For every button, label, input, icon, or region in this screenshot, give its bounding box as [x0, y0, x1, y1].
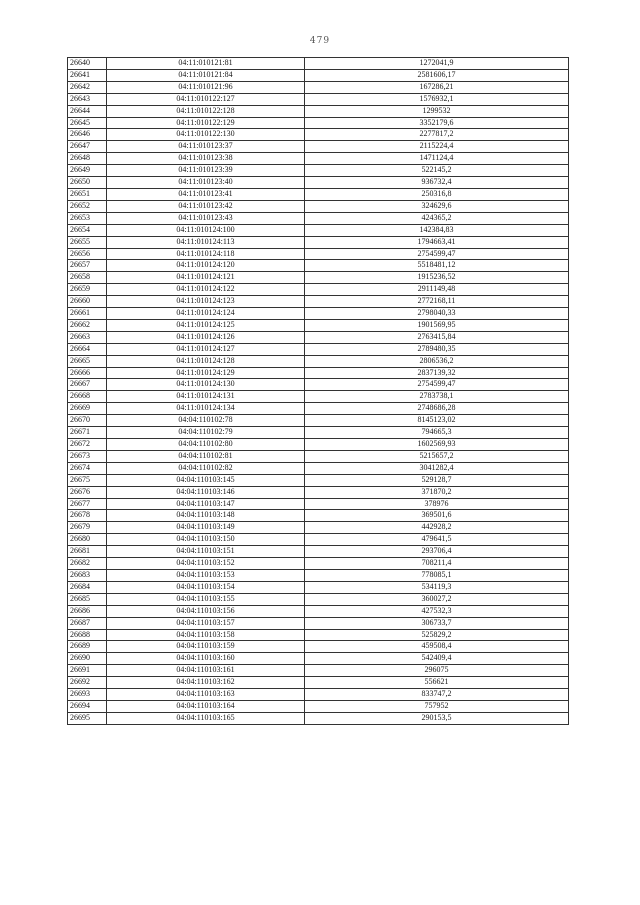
value-cell: 2754599,47 [305, 379, 569, 391]
value-cell: 1471124,4 [305, 153, 569, 165]
value-cell: 2754599,47 [305, 248, 569, 260]
value-cell: 290153,5 [305, 712, 569, 724]
row-number-cell: 26685 [68, 593, 107, 605]
row-number-cell: 26661 [68, 308, 107, 320]
table-row [68, 569, 569, 581]
cadastral-number-cell: 04:04:110102:81 [107, 450, 305, 462]
value-cell: 2748686,28 [305, 403, 569, 415]
value-cell: 459508,4 [305, 641, 569, 653]
value-cell: 2806536,2 [305, 355, 569, 367]
cadastral-number-cell: 04:04:110103:152 [107, 558, 305, 570]
value-cell: 1602569,93 [305, 439, 569, 451]
row-number-cell: 26653 [68, 212, 107, 224]
table-row [68, 296, 569, 308]
value-cell: 757952 [305, 700, 569, 712]
value-cell: 778085,1 [305, 569, 569, 581]
row-number-cell: 26642 [68, 81, 107, 93]
row-number-cell: 26676 [68, 486, 107, 498]
row-number-cell: 26647 [68, 141, 107, 153]
cadastral-number-cell: 04:11:010123:41 [107, 188, 305, 200]
cadastral-number-cell: 04:04:110103:154 [107, 581, 305, 593]
row-number-cell: 26654 [68, 224, 107, 236]
row-number-cell: 26673 [68, 450, 107, 462]
row-number-cell: 26644 [68, 105, 107, 117]
value-cell: 424365,2 [305, 212, 569, 224]
cadastral-number-cell: 04:11:010123:43 [107, 212, 305, 224]
row-number-cell: 26686 [68, 605, 107, 617]
table-row [68, 450, 569, 462]
row-number-cell: 26667 [68, 379, 107, 391]
table-row [68, 177, 569, 189]
table-row [68, 403, 569, 415]
row-number-cell: 26665 [68, 355, 107, 367]
cadastral-number-cell: 04:04:110102:79 [107, 427, 305, 439]
value-cell: 250316,8 [305, 188, 569, 200]
value-cell: 2783738,1 [305, 391, 569, 403]
cadastral-number-cell: 04:11:010124:100 [107, 224, 305, 236]
row-number-cell: 26688 [68, 629, 107, 641]
table-row [68, 308, 569, 320]
row-number-cell: 26650 [68, 177, 107, 189]
cadastral-number-cell: 04:11:010124:122 [107, 284, 305, 296]
value-cell: 371870,2 [305, 486, 569, 498]
cadastral-number-cell: 04:04:110103:150 [107, 534, 305, 546]
cadastral-number-cell: 04:04:110103:158 [107, 629, 305, 641]
row-number-cell: 26645 [68, 117, 107, 129]
table-row [68, 248, 569, 260]
row-number-cell: 26659 [68, 284, 107, 296]
cadastral-number-cell: 04:11:010123:42 [107, 200, 305, 212]
row-number-cell: 26683 [68, 569, 107, 581]
row-number-cell: 26640 [68, 58, 107, 70]
row-number-cell: 26660 [68, 296, 107, 308]
value-cell: 1915236,52 [305, 272, 569, 284]
row-number-cell: 26664 [68, 343, 107, 355]
row-number-cell: 26670 [68, 415, 107, 427]
value-cell: 8145123,02 [305, 415, 569, 427]
cadastral-number-cell: 04:04:110103:159 [107, 641, 305, 653]
row-number-cell: 26679 [68, 522, 107, 534]
value-cell: 2277817,2 [305, 129, 569, 141]
row-number-cell: 26687 [68, 617, 107, 629]
table-row [68, 415, 569, 427]
value-cell: 479641,5 [305, 534, 569, 546]
value-cell: 534119,3 [305, 581, 569, 593]
value-cell: 3352179,6 [305, 117, 569, 129]
table-row [68, 319, 569, 331]
table-row [68, 641, 569, 653]
row-number-cell: 26681 [68, 546, 107, 558]
table-row [68, 272, 569, 284]
table-row [68, 188, 569, 200]
row-number-cell: 26649 [68, 165, 107, 177]
table-row [68, 224, 569, 236]
table-row [68, 212, 569, 224]
row-number-cell: 26694 [68, 700, 107, 712]
row-number-cell: 26641 [68, 69, 107, 81]
table-row [68, 367, 569, 379]
row-number-cell: 26648 [68, 153, 107, 165]
table-row [68, 391, 569, 403]
cadastral-number-cell: 04:04:110103:155 [107, 593, 305, 605]
row-number-cell: 26655 [68, 236, 107, 248]
table-row [68, 141, 569, 153]
value-cell: 378976 [305, 498, 569, 510]
table-row [68, 200, 569, 212]
cadastral-number-cell: 04:04:110103:165 [107, 712, 305, 724]
row-number-cell: 26680 [68, 534, 107, 546]
value-cell: 296075 [305, 665, 569, 677]
cadastral-number-cell: 04:11:010124:134 [107, 403, 305, 415]
table-row [68, 605, 569, 617]
row-number-cell: 26677 [68, 498, 107, 510]
value-cell: 2772168,11 [305, 296, 569, 308]
row-number-cell: 26646 [68, 129, 107, 141]
value-cell: 1901569,95 [305, 319, 569, 331]
cadastral-number-cell: 04:11:010121:96 [107, 81, 305, 93]
cadastral-number-cell: 04:11:010124:126 [107, 331, 305, 343]
value-cell: 2581606,17 [305, 69, 569, 81]
cadastral-number-cell: 04:04:110103:163 [107, 689, 305, 701]
table-row [68, 522, 569, 534]
table-row [68, 558, 569, 570]
table-row [68, 284, 569, 296]
cadastral-number-cell: 04:11:010124:129 [107, 367, 305, 379]
cadastral-number-cell: 04:11:010124:121 [107, 272, 305, 284]
row-number-cell: 26682 [68, 558, 107, 570]
cadastral-number-cell: 04:11:010124:127 [107, 343, 305, 355]
table-row [68, 165, 569, 177]
table-row [68, 343, 569, 355]
table-row [68, 93, 569, 105]
table-row [68, 665, 569, 677]
value-cell: 442928,2 [305, 522, 569, 534]
row-number-cell: 26652 [68, 200, 107, 212]
table-row [68, 581, 569, 593]
value-cell: 2789480,35 [305, 343, 569, 355]
row-number-cell: 26684 [68, 581, 107, 593]
table-row [68, 379, 569, 391]
value-cell: 2763415,84 [305, 331, 569, 343]
cadastral-number-cell: 04:11:010121:81 [107, 58, 305, 70]
cadastral-number-cell: 04:11:010124:128 [107, 355, 305, 367]
table-row [68, 534, 569, 546]
cadastral-number-cell: 04:11:010124:124 [107, 308, 305, 320]
cadastral-number-cell: 04:11:010124:131 [107, 391, 305, 403]
cadastral-number-cell: 04:11:010123:40 [107, 177, 305, 189]
value-cell: 529128,7 [305, 474, 569, 486]
row-number-cell: 26695 [68, 712, 107, 724]
table-row [68, 486, 569, 498]
row-number-cell: 26657 [68, 260, 107, 272]
cadastral-number-cell: 04:04:110103:157 [107, 617, 305, 629]
cadastral-number-cell: 04:04:110103:162 [107, 677, 305, 689]
cadastral-number-cell: 04:04:110103:146 [107, 486, 305, 498]
table-row [68, 355, 569, 367]
row-number-cell: 26692 [68, 677, 107, 689]
row-number-cell: 26651 [68, 188, 107, 200]
row-number-cell: 26663 [68, 331, 107, 343]
row-number-cell: 26668 [68, 391, 107, 403]
value-cell: 2115224,4 [305, 141, 569, 153]
cadastral-number-cell: 04:04:110103:147 [107, 498, 305, 510]
value-cell: 427532,3 [305, 605, 569, 617]
cadastral-number-cell: 04:11:010122:128 [107, 105, 305, 117]
table-row [68, 129, 569, 141]
table-row [68, 439, 569, 451]
value-cell: 1794663,41 [305, 236, 569, 248]
cadastral-number-cell: 04:04:110103:149 [107, 522, 305, 534]
table-row [68, 260, 569, 272]
value-cell: 360027,2 [305, 593, 569, 605]
value-cell: 2798040,33 [305, 308, 569, 320]
row-number-cell: 26675 [68, 474, 107, 486]
value-cell: 167286,21 [305, 81, 569, 93]
table-row [68, 617, 569, 629]
value-cell: 1272041,9 [305, 58, 569, 70]
value-cell: 556621 [305, 677, 569, 689]
row-number-cell: 26690 [68, 653, 107, 665]
cadastral-number-cell: 04:11:010124:125 [107, 319, 305, 331]
cadastral-number-cell: 04:11:010124:120 [107, 260, 305, 272]
table-row [68, 236, 569, 248]
cadastral-number-cell: 04:04:110103:145 [107, 474, 305, 486]
value-cell: 5215657,2 [305, 450, 569, 462]
row-number-cell: 26678 [68, 510, 107, 522]
value-cell: 833747,2 [305, 689, 569, 701]
value-cell: 5518481,12 [305, 260, 569, 272]
row-number-cell: 26689 [68, 641, 107, 653]
value-cell: 542409,4 [305, 653, 569, 665]
cadastral-number-cell: 04:11:010124:113 [107, 236, 305, 248]
table-row [68, 105, 569, 117]
table-row [68, 153, 569, 165]
row-number-cell: 26691 [68, 665, 107, 677]
cadastral-number-cell: 04:04:110103:160 [107, 653, 305, 665]
table-row [68, 689, 569, 701]
row-number-cell: 26672 [68, 439, 107, 451]
table-row [68, 546, 569, 558]
cadastral-number-cell: 04:11:010122:130 [107, 129, 305, 141]
cadastral-number-cell: 04:04:110103:164 [107, 700, 305, 712]
cadastral-number-cell: 04:04:110103:161 [107, 665, 305, 677]
row-number-cell: 26658 [68, 272, 107, 284]
cadastral-number-cell: 04:11:010123:38 [107, 153, 305, 165]
table-row [68, 593, 569, 605]
value-cell: 936732,4 [305, 177, 569, 189]
table-row [68, 81, 569, 93]
value-cell: 522145,2 [305, 165, 569, 177]
table-row [68, 58, 569, 70]
row-number-cell: 26669 [68, 403, 107, 415]
row-number-cell: 26656 [68, 248, 107, 260]
table-row [68, 427, 569, 439]
value-cell: 293706,4 [305, 546, 569, 558]
value-cell: 306733,7 [305, 617, 569, 629]
cadastral-number-cell: 04:04:110102:80 [107, 439, 305, 451]
table-row [68, 510, 569, 522]
cadastral-number-cell: 04:04:110102:78 [107, 415, 305, 427]
value-cell: 1299532 [305, 105, 569, 117]
table-body [68, 58, 569, 725]
row-number-cell: 26666 [68, 367, 107, 379]
table-row [68, 700, 569, 712]
table-row [68, 462, 569, 474]
row-number-cell: 26643 [68, 93, 107, 105]
cadastral-number-cell: 04:11:010122:129 [107, 117, 305, 129]
table-row [68, 498, 569, 510]
value-cell: 708211,4 [305, 558, 569, 570]
value-cell: 2911149,48 [305, 284, 569, 296]
table-row [68, 117, 569, 129]
cadastral-value-table [67, 57, 569, 725]
table-row [68, 331, 569, 343]
cadastral-number-cell: 04:11:010121:84 [107, 69, 305, 81]
value-cell: 142384,83 [305, 224, 569, 236]
value-cell: 525829,2 [305, 629, 569, 641]
cadastral-number-cell: 04:11:010123:37 [107, 141, 305, 153]
value-cell: 3041282,4 [305, 462, 569, 474]
value-cell: 1576932,1 [305, 93, 569, 105]
row-number-cell: 26674 [68, 462, 107, 474]
cadastral-number-cell: 04:04:110102:82 [107, 462, 305, 474]
value-cell: 2837139,32 [305, 367, 569, 379]
cadastral-number-cell: 04:04:110103:156 [107, 605, 305, 617]
table-row [68, 69, 569, 81]
cadastral-number-cell: 04:11:010123:39 [107, 165, 305, 177]
cadastral-number-cell: 04:04:110103:151 [107, 546, 305, 558]
table-row [68, 712, 569, 724]
value-cell: 324629,6 [305, 200, 569, 212]
table-row [68, 474, 569, 486]
cadastral-number-cell: 04:11:010124:130 [107, 379, 305, 391]
value-cell: 794665,3 [305, 427, 569, 439]
cadastral-number-cell: 04:04:110103:148 [107, 510, 305, 522]
row-number-cell: 26693 [68, 689, 107, 701]
cadastral-number-cell: 04:11:010124:123 [107, 296, 305, 308]
value-cell: 369501,6 [305, 510, 569, 522]
page-number: 479 [309, 36, 331, 46]
table-row [68, 629, 569, 641]
cadastral-number-cell: 04:11:010124:118 [107, 248, 305, 260]
table-row [68, 653, 569, 665]
row-number-cell: 26671 [68, 427, 107, 439]
row-number-cell: 26662 [68, 319, 107, 331]
cadastral-number-cell: 04:11:010122:127 [107, 93, 305, 105]
cadastral-number-cell: 04:04:110103:153 [107, 569, 305, 581]
table-row [68, 677, 569, 689]
